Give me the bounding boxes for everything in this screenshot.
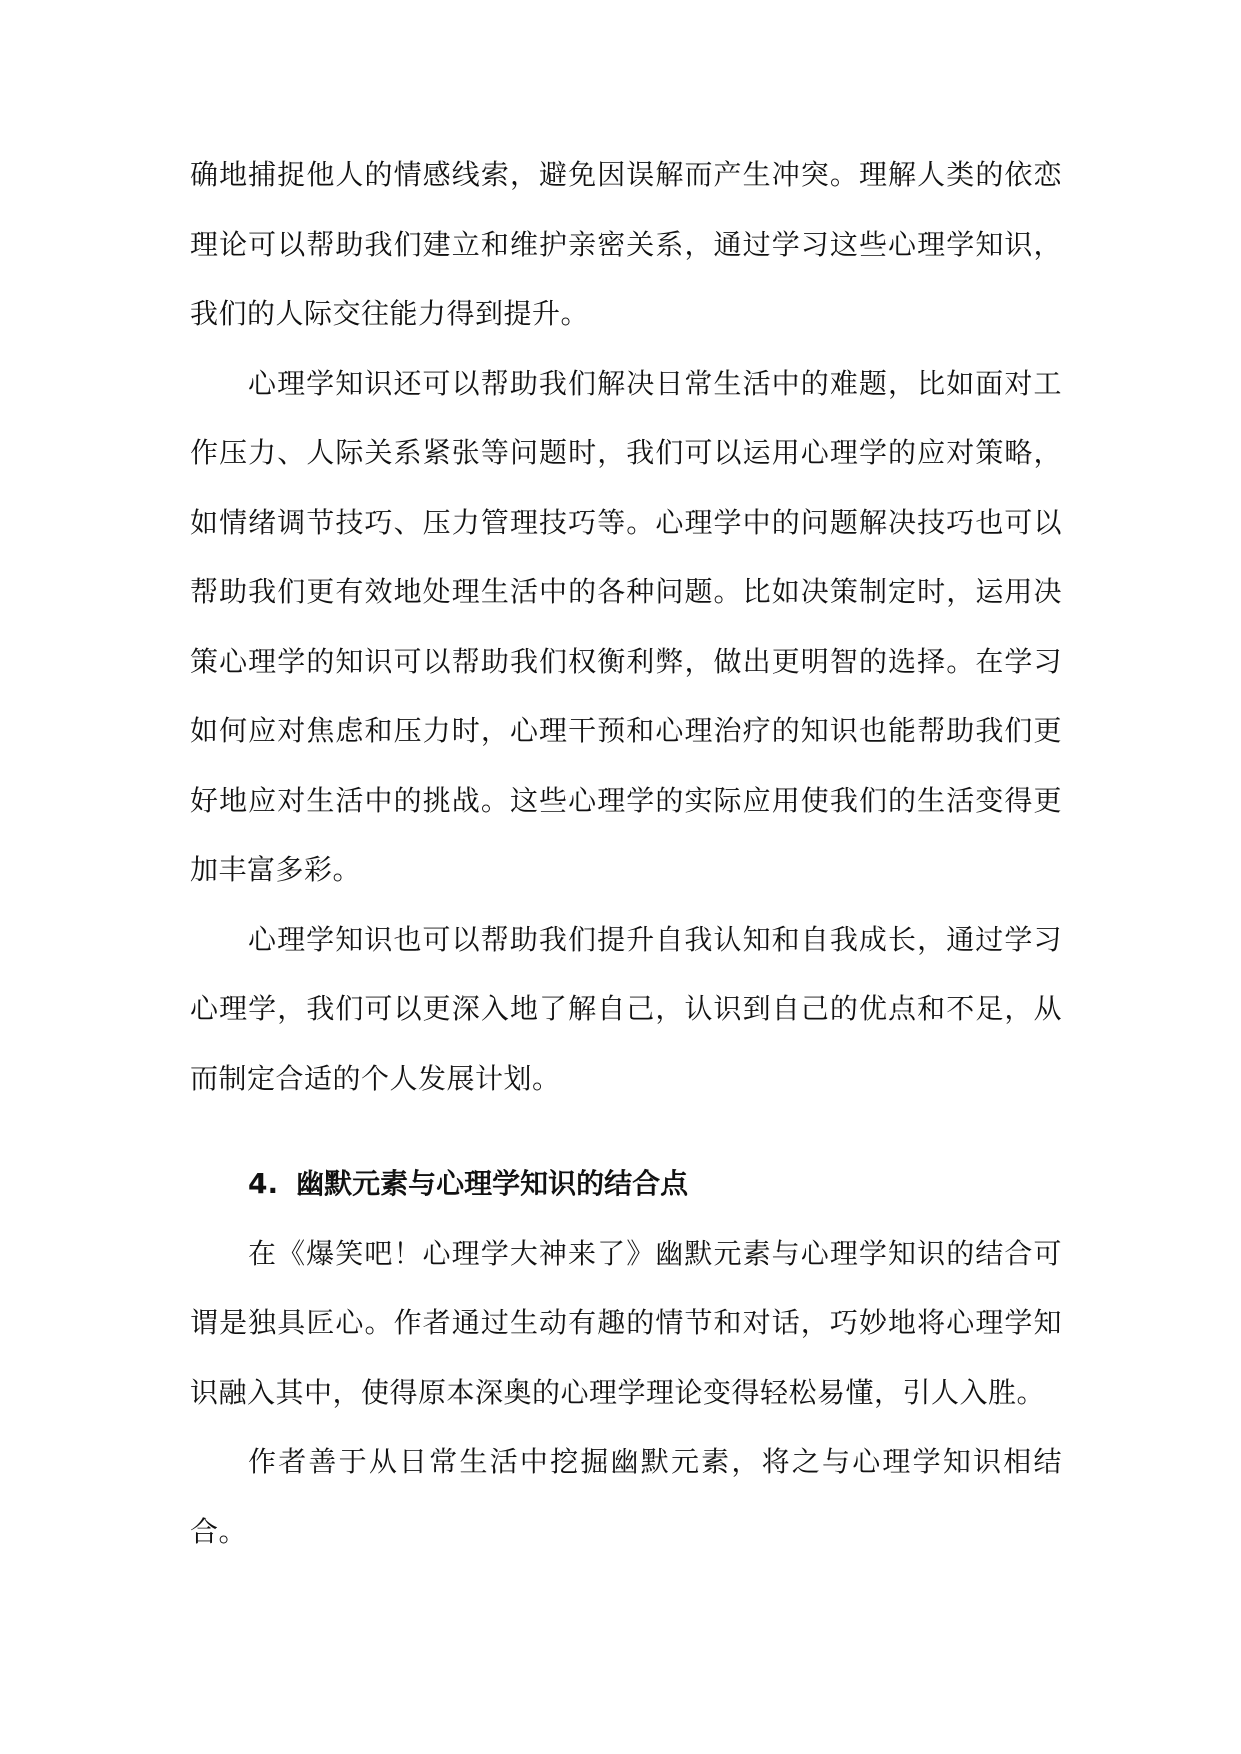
section-heading	[190, 1149, 1062, 1219]
paragraph-2: 心理学知识还可以帮助我们解决日常生活中的难题，比如面对工作压力、人际关系紧张等问题时，我们可以运用心理学的应对策略，如情绪调节技巧、压力管理技巧等。心理学中的问题解决技巧也可以帮助我们更有效地处理生活中的各种问题。比如决策制定时，运用决策心理学的知识可以帮助我们权衡利弊，做出更明智的选择。在学习如何应对焦虑和压力时，心理干预和心理治疗的知识也能帮助我们更好地应对生活中的挑战。这些心理学的实际应用使我们的生活变得更加丰富多彩。	[190, 366, 1062, 886]
paragraph-5: 作者善于从日常生活中挖掘幽默元素，将之与心理学知识相结合。	[190, 1445, 1062, 1548]
paragraph-1: 确地捕捉他人的情感线索，避免因误解而产生冲突。理解人类的依恋理论可以帮助我们建立和维护亲密关系，通过学习这些心理学知识，我们的人际交往能力得到提升。	[190, 158, 1062, 330]
section-number: 4.	[248, 1167, 279, 1200]
paragraph-3: 心理学知识也可以帮助我们提升自我认知和自我成长，通过学习心理学，我们可以更深入地了解自己，认识到自己的优点和不足，从而制定合适的个人发展计划。	[190, 922, 1062, 1095]
paragraph-4: 在《爆笑吧！心理学大神来了》幽默元素与心理学知识的结合可谓是独具匠心。作者通过生动有趣的情节和对话，巧妙地将心理学知识融入其中，使得原本深奥的心理学理论变得轻松易懂，引人入胜。	[190, 1236, 1062, 1409]
page-content	[190, 140, 1062, 1566]
section-title: 幽默元素与心理学知识的结合点	[296, 1167, 689, 1200]
